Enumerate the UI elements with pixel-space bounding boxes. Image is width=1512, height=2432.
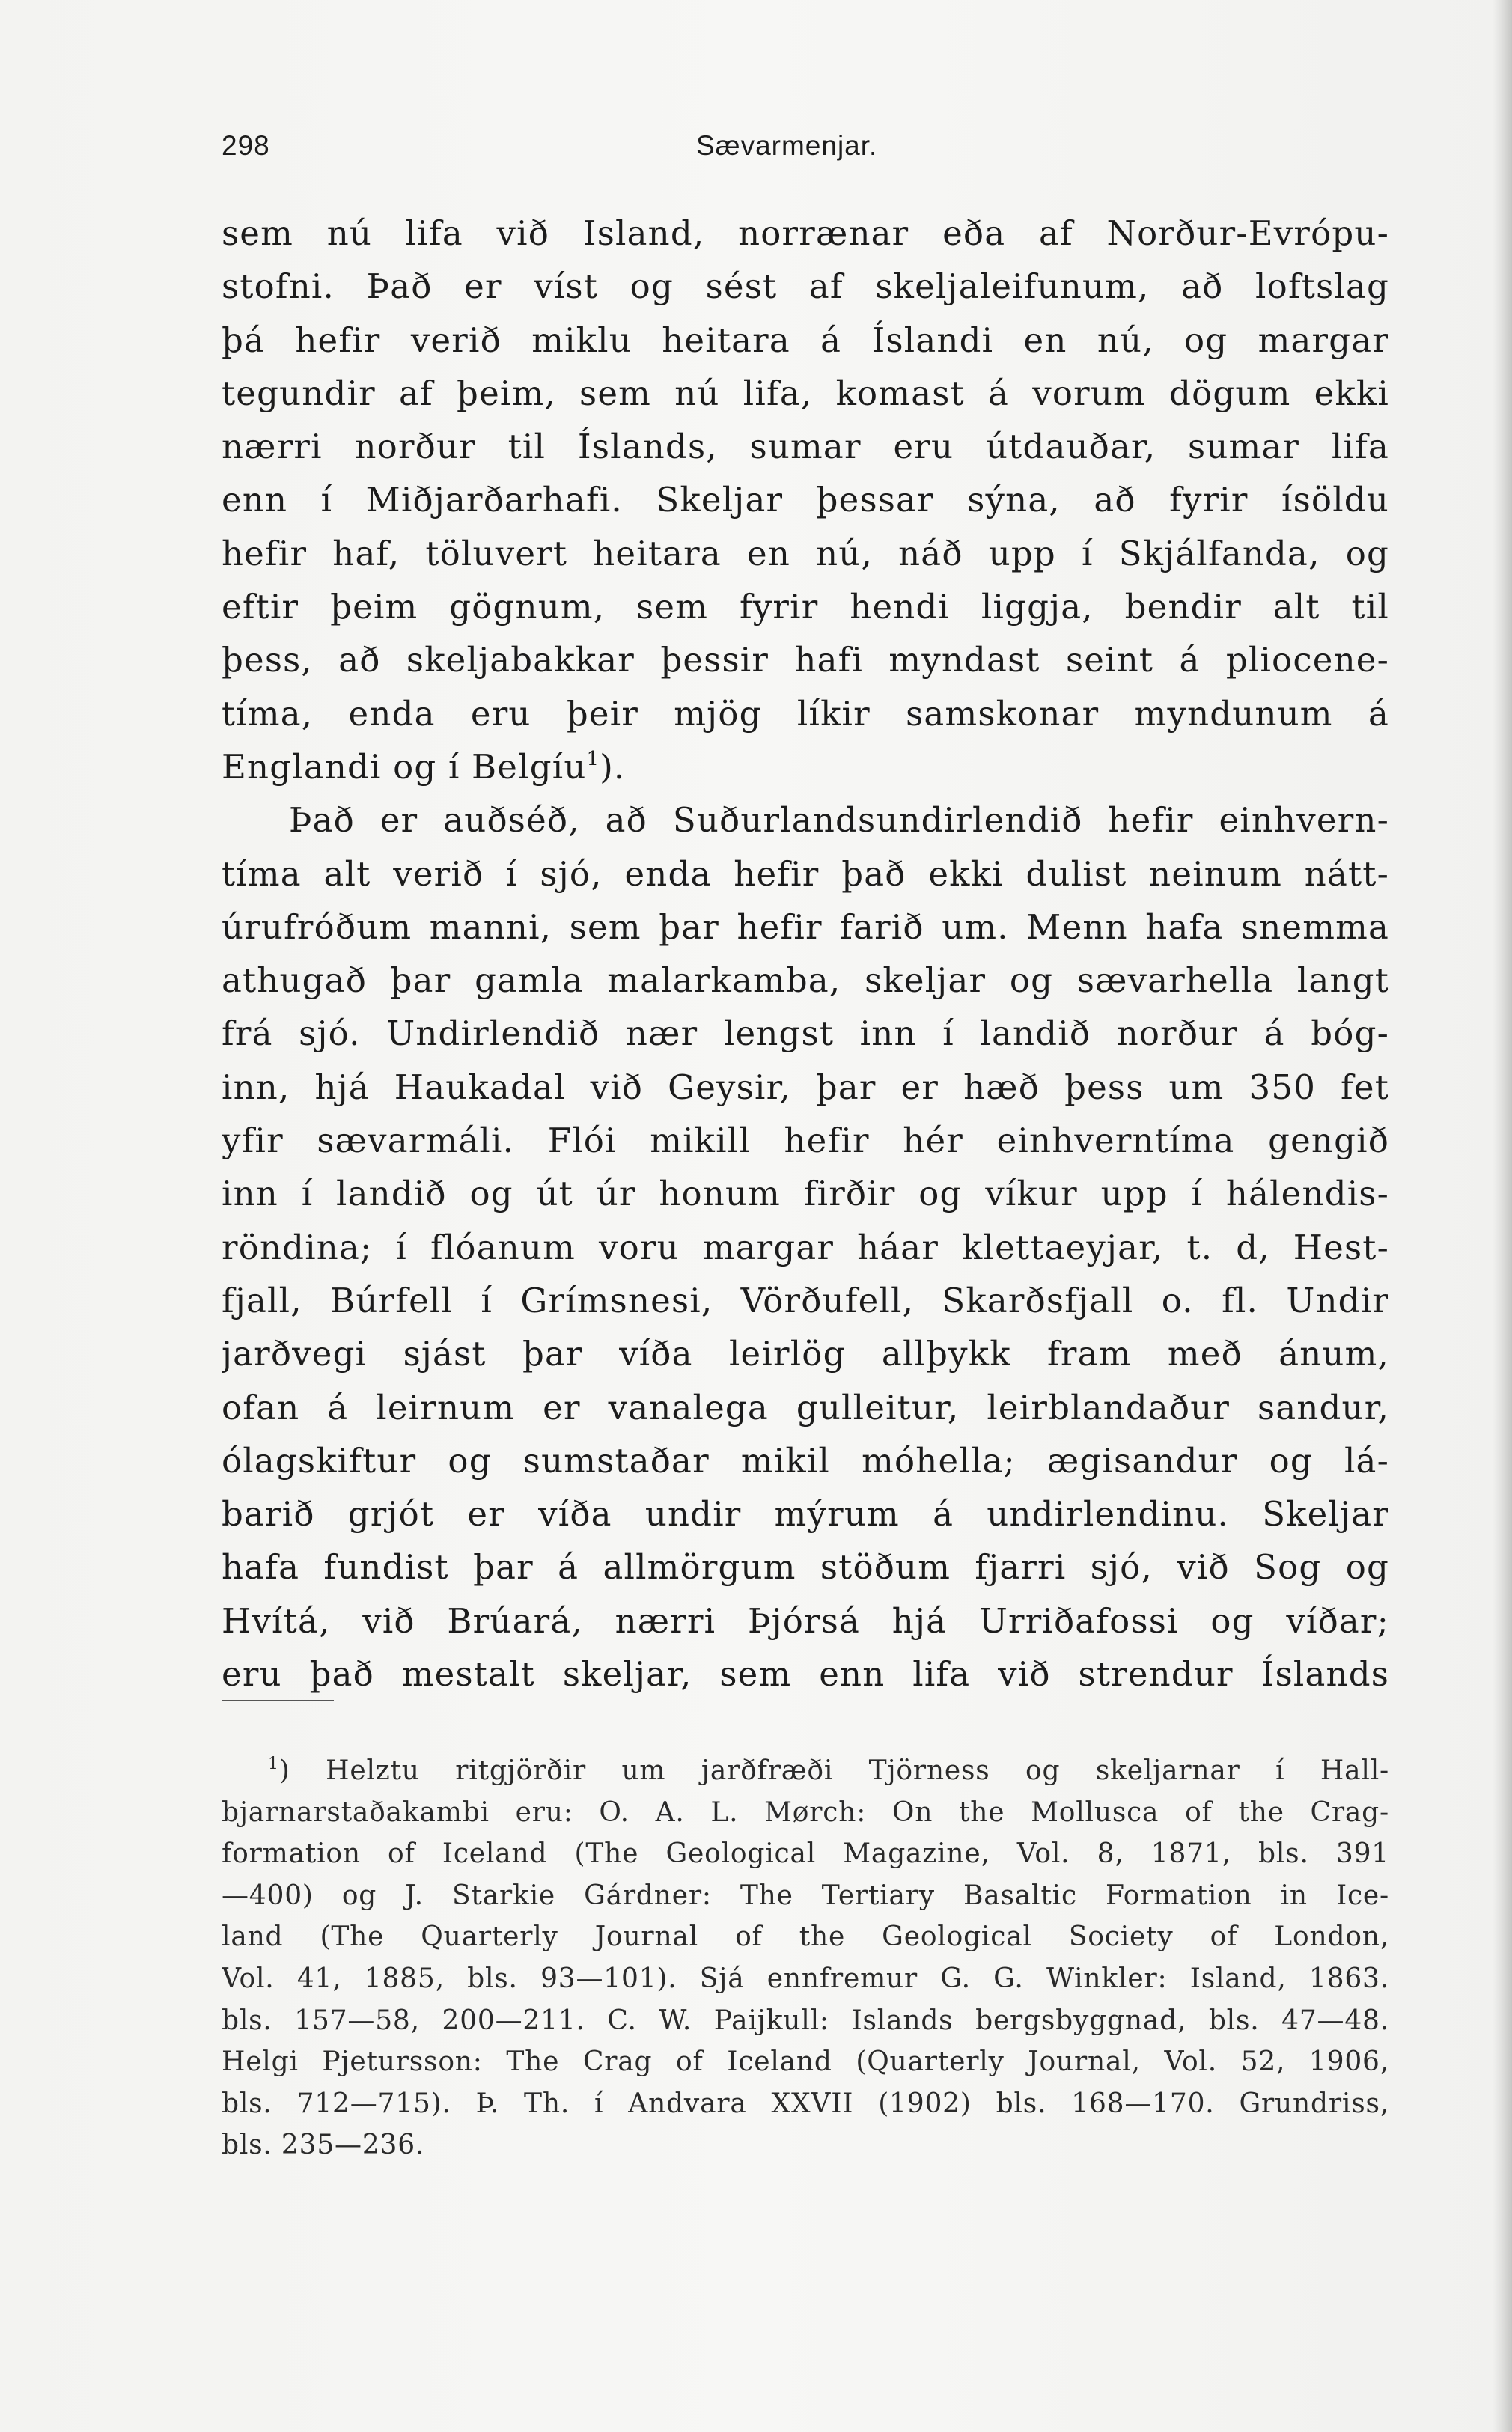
running-head: Sævarmenjar. [696,130,878,161]
body-line: fjall, Búrfell í Grímsnesi, Vörðufell, Skarðsfjall o. fl. Undir [222,1280,1389,1320]
footnote-line: land (The Quarterly Journal of the Geological Society of London, [222,1921,1389,1953]
body-line: úrufróðum manni, sem þar hefir farið um. Menn hafa snemma [222,906,1389,947]
body-line: hefir haf, töluvert heitara en nú, náð upp í Skjálfanda, og [222,533,1389,573]
page-edge-shadow [1493,0,1512,2432]
body-line: þá hefir verið miklu heitara á Íslandi en nú, og margar [222,320,1389,360]
body-line-tail: ). [600,746,626,787]
footnote-line [222,1750,1389,1792]
footnote-reference[interactable]: 1 [586,747,600,770]
body-line-paragraph-end [222,740,1389,793]
body-line: hafa fundist þar á allmörgum stöðum fjarri sjó, við Sog og [222,1547,1389,1588]
body-text [222,207,1389,1701]
body-line: eru það mestalt skeljar, sem enn lifa við strendur Íslands [222,1654,1389,1695]
footnote-line: bjarnarstaðakambi eru: O. A. L. Mørch: On the Mollusca of the Crag- [222,1796,1389,1828]
body-line: ólagskiftur og sumstaðar mikil móhella; ægisandur og lá- [222,1440,1389,1481]
body-line: enn í Miðjarðarhafi. Skeljar þessar sýna, að fyrir ísöldu [222,480,1389,520]
footnote-line: Helgi Pjetursson: The Crag of Iceland (Quarterly Journal, Vol. 52, 1906, [222,2047,1389,2078]
footnote-separator [222,1700,334,1701]
footnotes [222,1750,1389,2166]
body-line: ofan á leirnum er vanalega gulleitur, leirblandaður sandur, [222,1387,1389,1427]
body-line: frá sjó. Undirlendið nær lengst inn í landið norður á bóg- [222,1014,1389,1054]
footnote-line: bls. 235—236. [222,2130,425,2161]
body-line: stofni. Það er víst og sést af skeljaleifunum, að loftslag [222,266,1389,307]
body-line-text: Englandi og í Belgíu [222,746,587,787]
footnote-line-text: ) Helztu ritgjörðir um jarðfræði Tjörness og skeljarnar í Hall- [278,1755,1389,1786]
footnote-line: bls. 157—58, 200—211. C. W. Paijkull: Islands bergsbyggnad, bls. 47—48. [222,2005,1389,2036]
body-line-paragraph-start: Það er auðséð, að Suðurlandsundirlendið hefir einhvern- [289,800,1389,841]
body-line: yfir sævarmáli. Flói mikill hefir hér einhverntíma gengið [222,1121,1389,1161]
footnote-line: —400) og J. Starkie Gárdner: The Tertiary Basaltic Formation in Ice- [222,1880,1389,1911]
body-line: röndina; í flóanum voru margar háar klettaeyjar, t. d, Hest- [222,1227,1389,1267]
body-line: inn í landið og út úr honum firðir og víkur upp í hálendis- [222,1174,1389,1214]
body-line: athugað þar gamla malarkamba, skeljar og sævarhella langt [222,960,1389,1001]
body-line: þess, að skeljabakkar þessir hafi myndast seint á pliocene- [222,640,1389,680]
body-line: tíma alt verið í sjó, enda hefir það ekki dulist neinum nátt- [222,853,1389,894]
body-line: sem nú lifa við Island, norrænar eða af Norður-Evrópu- [222,213,1389,253]
body-line: eftir þeim gögnum, sem fyrir hendi liggja, bendir alt til [222,587,1389,627]
page-number: 298 [222,130,270,161]
page-header [222,124,1389,169]
body-line: tíma, enda eru þeir mjög líkir samskonar myndunum á [222,693,1389,734]
body-line: tegundir af þeim, sem nú lifa, komast á vorum dögum ekki [222,373,1389,413]
body-line: jarðvegi sjást þar víða leirlög allþykk fram með ánum, [222,1334,1389,1374]
body-line: nærri norður til Íslands, sumar eru útdauðar, sumar lifa [222,427,1389,467]
body-line: Hvítá, við Brúará, nærri Þjórsá hjá Urriðafossi og víðar; [222,1600,1389,1641]
body-line: barið grjót er víða undir mýrum á undirlendinu. Skeljar [222,1494,1389,1535]
footnote-line: Vol. 41, 1885, bls. 93—101). Sjá ennfremur G. G. Winkler: Island, 1863. [222,1963,1389,1994]
body-line: inn, hjá Haukadal við Geysir, þar er hæð þess um 350 fet [222,1067,1389,1107]
footnote-marker: 1 [268,1755,279,1773]
footnote-line: formation of Iceland (The Geological Magazine, Vol. 8, 1871, bls. 391 [222,1838,1389,1870]
footnote-line: bls. 712—715). Þ. Th. í Andvara XXVII (1902) bls. 168—170. Grundriss, [222,2088,1389,2119]
